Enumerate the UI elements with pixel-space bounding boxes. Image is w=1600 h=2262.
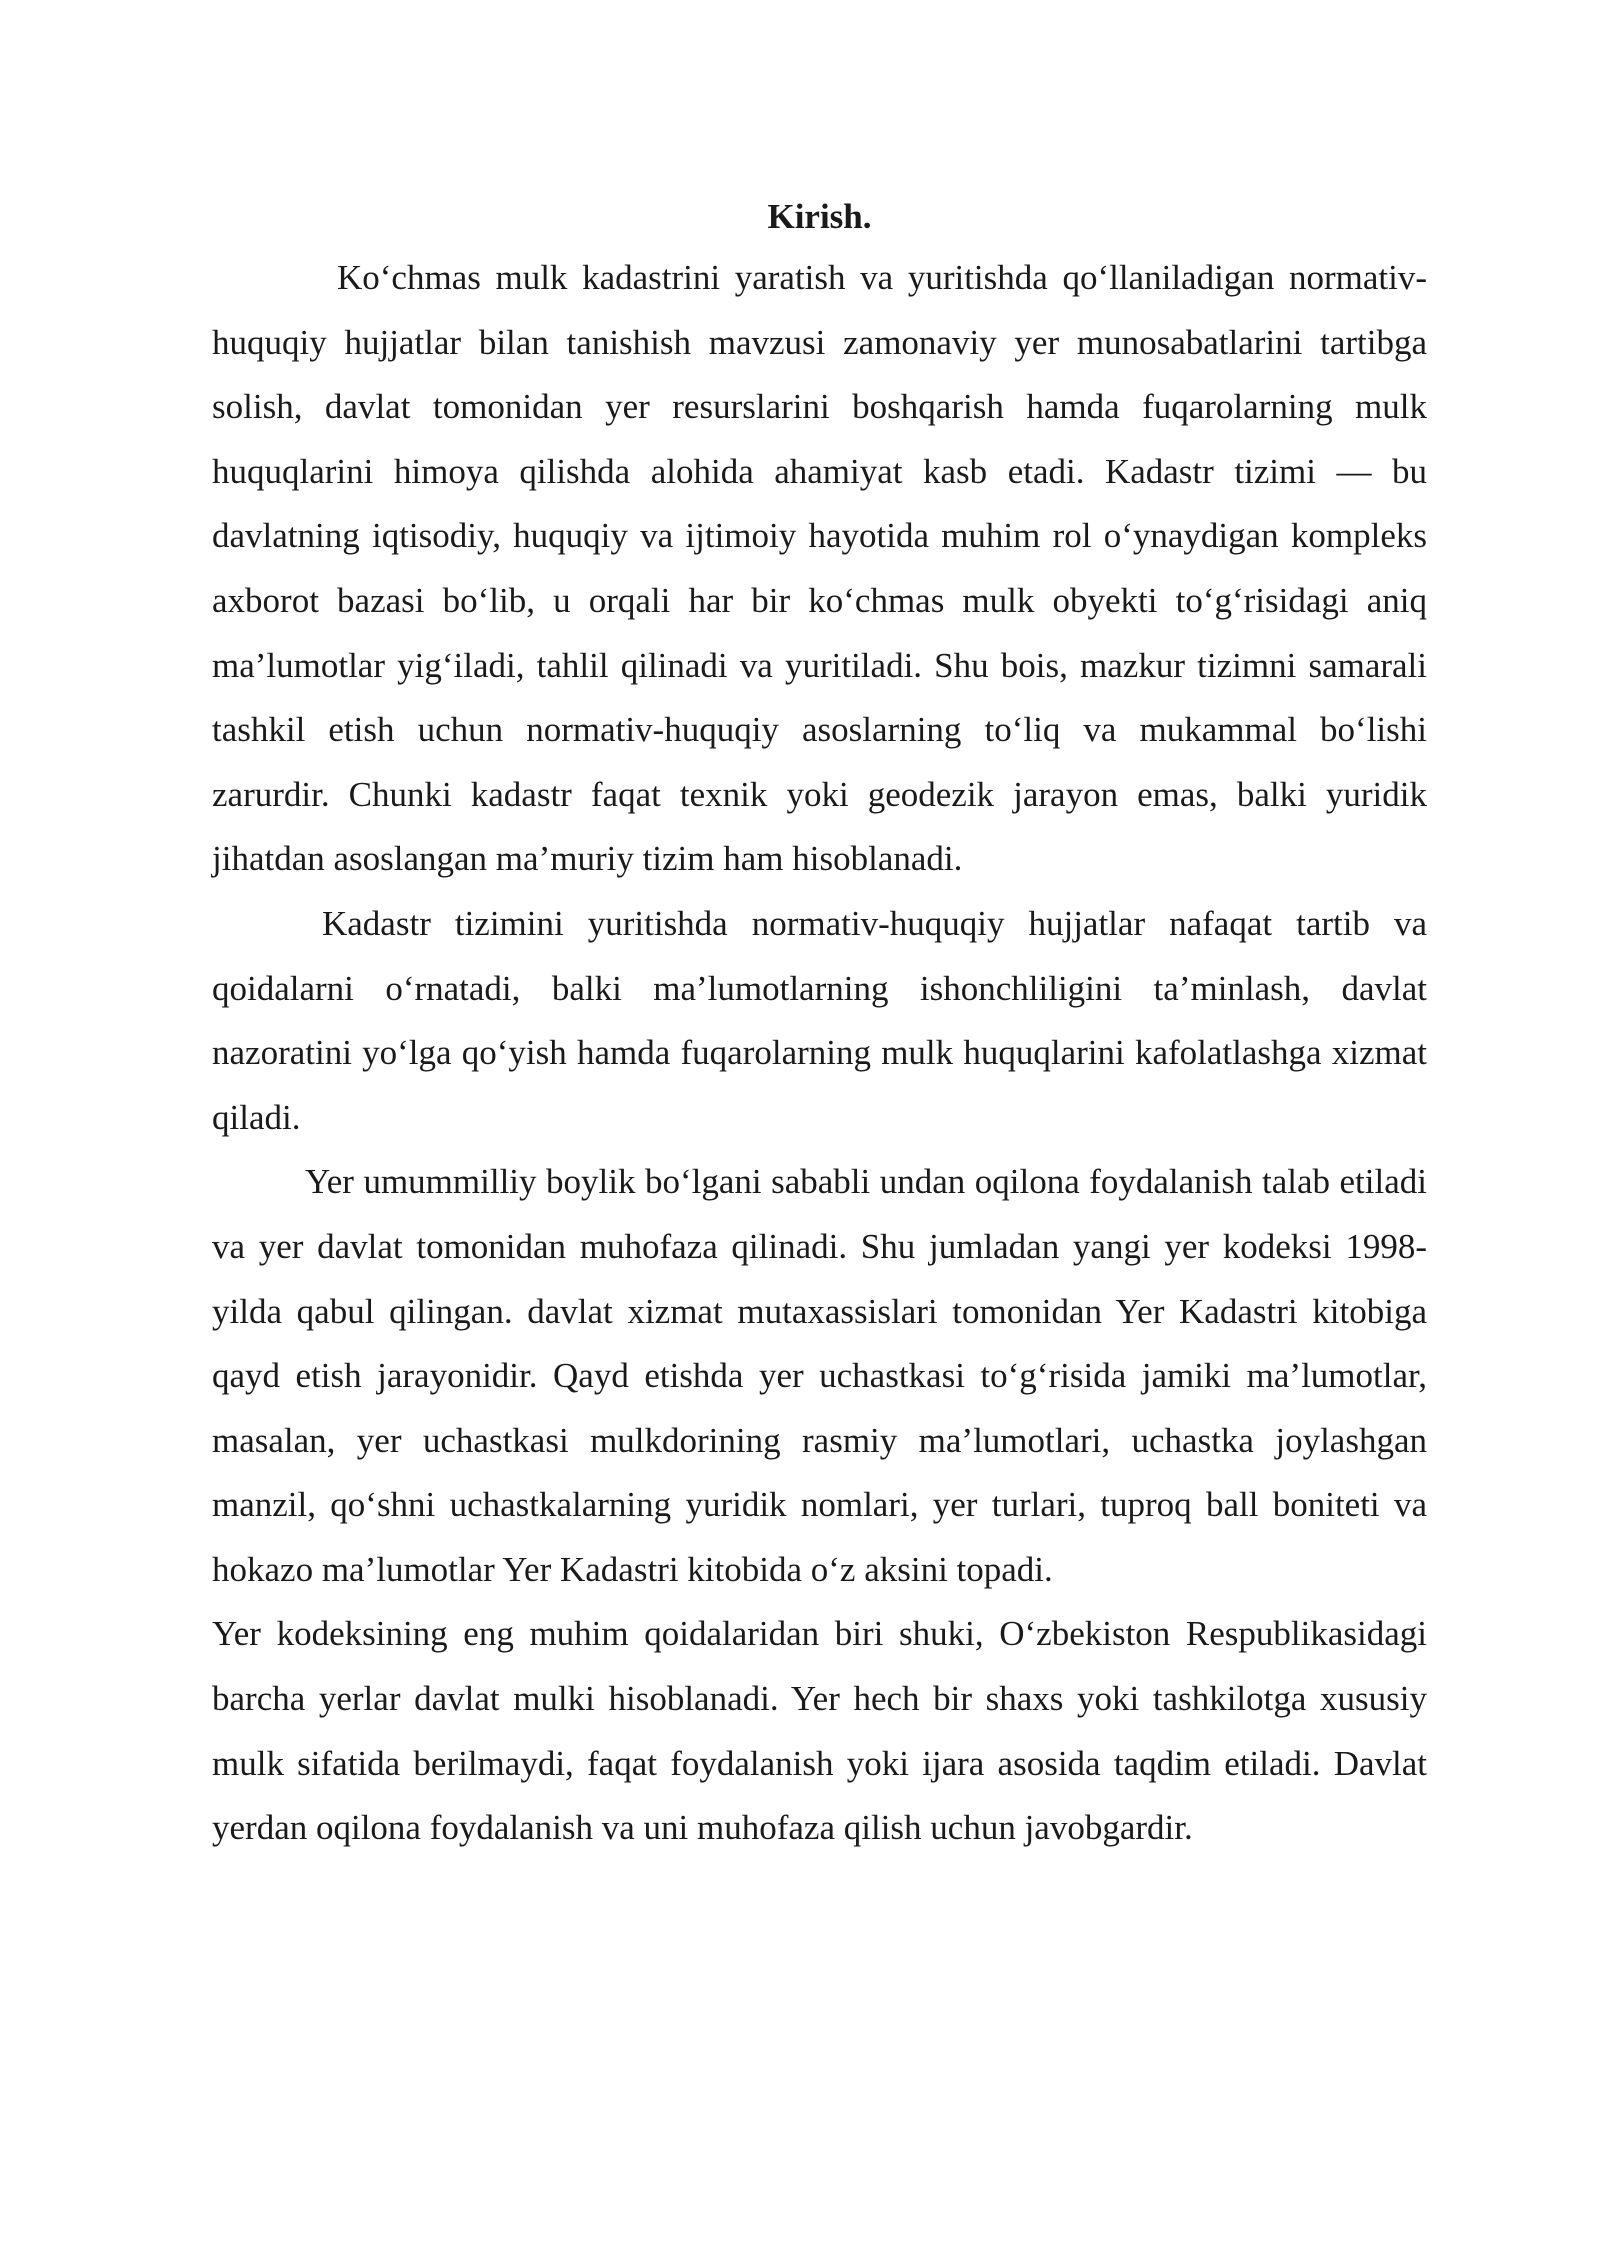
paragraph-normative-documents: Kadastr tizimini yuritishda normativ-huquqiy hujjatlar nafaqat tartib va qoidalarni o‘rnatadi, balki ma’lumotlarning ishonchliligini ta’minlash, davlat nazoratini yo‘lga qo‘yish hamda fuqarolarning mulk huquqlarini kafolatlashga xizmat qiladi.	[212, 903, 1427, 1137]
document-title: Kirish.	[767, 197, 872, 236]
document-page	[212, 192, 1427, 1861]
paragraph-land-code-rules: Yer kodeksining eng muhim qoidalaridan biri shuki, O‘zbekiston Respublikasidagi barcha yerlar davlat mulki hisoblanadi. Yer hech bir shaxs yoki tashkilotga xususiy mulk sifatida berilmaydi, faqat foydalanish yoki ijara asosida taqdim etiladi. Davlat yerdan oqilona foydalanish va uni muhofaza qilish uchun javobgardir.	[212, 1614, 1427, 1848]
paragraph-intro: Ko‘chmas mulk kadastrini yaratish va yuritishda qo‘llaniladigan normativ-huquqiy hujjatlar bilan tanishish mavzusi zamonaviy yer munosabatlarini tartibga solish, davlat tomonidan yer resurslarini boshqarish hamda fuqarolarning mulk huquqlarini himoya qilishda alohida ahamiyat kasb etadi. Kadastr tizimi — bu davlatning iqtisodiy, huquqiy va ijtimoiy hayotida muhim rol o‘ynaydigan kompleks axborot bazasi bo‘lib, u orqali har bir ko‘chmas mulk obyekti to‘g‘risidagi aniq ma’lumotlar yig‘iladi, tahlil qilinadi va yuritiladi. Shu bois, mazkur tizimni samarali tashkil etish uchun normativ-huquqiy asoslarning to‘liq va mukammal bo‘lishi zarurdir. Chunki kadastr faqat texnik yoki geodezik jarayon emas, balki yuridik jihatdan asoslangan ma’muriy tizim ham hisoblanadi.	[212, 258, 1427, 879]
paragraph-land-national-wealth: Yer umummilliy boylik bo‘lgani sababli undan oqilona foydalanish talab etiladi va yer davlat tomonidan muhofaza qilinadi. Shu jumladan yangi yer kodeksi 1998-yilda qabul qilingan. davlat xizmat mutaxassislari tomonidan Yer Kadastri kitobiga qayd etish jarayonidir. Qayd etishda yer uchastkasi to‘g‘risida jamiki ma’lumotlar, masalan, yer uchastkasi mulkdorining rasmiy ma’lumotlari, uchastka joylashgan manzil, qo‘shni uchastkalarning yuridik nomlari, yer turlari, tuproq ball boniteti va hokazo ma’lumotlar Yer Kadastri kitobida o‘z aksini topadi.	[212, 1162, 1427, 1589]
